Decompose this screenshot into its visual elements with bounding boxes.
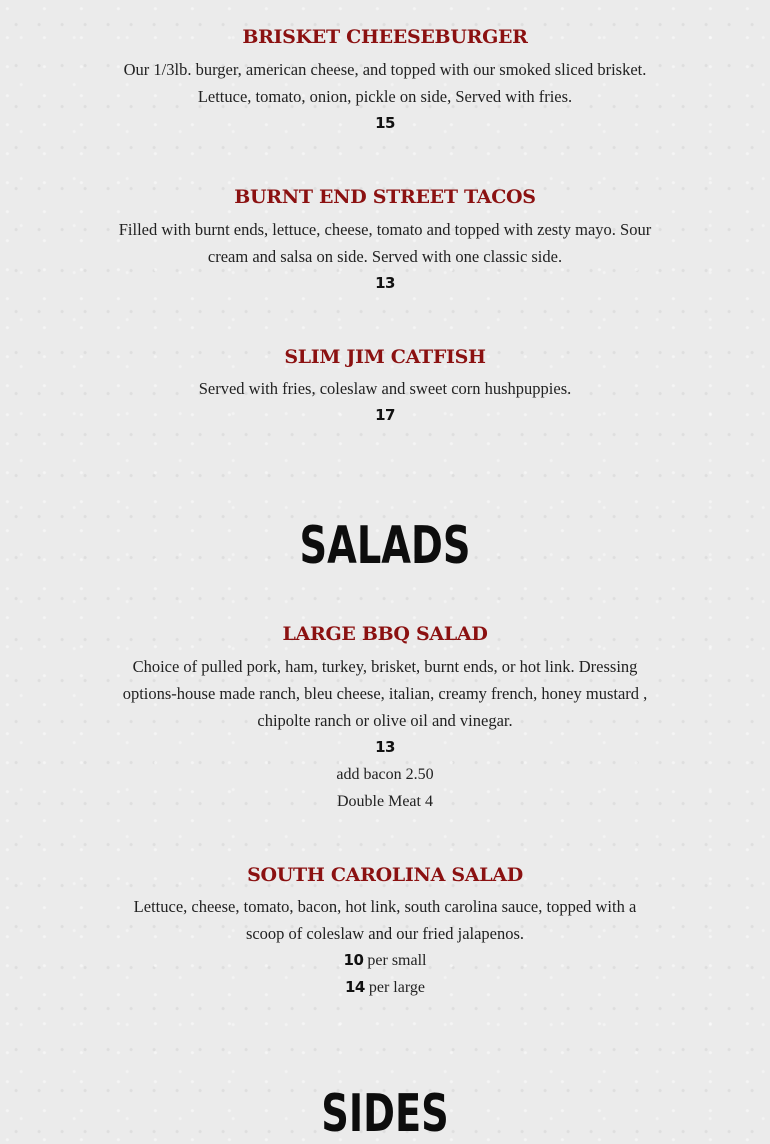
item-description-large-bbq-salad [0, 653, 770, 734]
section-heading-salads: SALADS [299, 516, 471, 576]
price-unit-label: per large [368, 979, 425, 996]
addon-bacon: add bacon 2.50 [336, 766, 434, 783]
description-line: Served with fries, coleslaw and sweet corn hushpuppies. [198, 379, 572, 398]
item-price-large-bbq-salad [0, 734, 770, 761]
addon-double-meat: Double Meat 4 [337, 793, 433, 810]
price: 15 [375, 114, 395, 132]
description-line: Lettuce, tomato, onion, pickle on side, Served with fries. [197, 87, 573, 106]
item-title-burnt-end-street-tacos: BURNT END STREET TACOS [234, 186, 536, 208]
item-description-south-carolina-salad [0, 893, 770, 947]
description-line: Choice of pulled pork, ham, turkey, brisket, burnt ends, or hot link. Dressing [132, 657, 638, 676]
item-price-large-south-carolina-salad [0, 974, 770, 1001]
item-description-burnt-end-street-tacos [0, 216, 770, 270]
item-title-large-bbq-salad: LARGE BBQ SALAD [282, 623, 488, 645]
item-price-slim-jim-catfish [0, 402, 770, 429]
description-line: Filled with burnt ends, lettuce, cheese, tomato and topped with zesty mayo. Sour [118, 220, 652, 239]
description-line: Our 1/3lb. burger, american cheese, and topped with our smoked sliced brisket. [123, 60, 647, 79]
item-price-brisket-cheeseburger [0, 110, 770, 137]
section-heading-sides: SIDES [321, 1084, 449, 1144]
item-price-small-south-carolina-salad [0, 947, 770, 974]
item-description-brisket-cheeseburger [0, 56, 770, 110]
item-description-slim-jim-catfish [0, 375, 770, 402]
price: 13 [375, 274, 395, 292]
price: 10 [343, 951, 364, 969]
item-title-brisket-cheeseburger: BRISKET CHEESEBURGER [242, 26, 528, 48]
price: 13 [375, 738, 395, 756]
price: 14 [345, 978, 365, 996]
item-title-south-carolina-salad: SOUTH CAROLINA SALAD [247, 864, 523, 886]
item-price-burnt-end-street-tacos [0, 270, 770, 297]
description-line: chipolte ranch or olive oil and vinegar. [257, 711, 513, 730]
description-line: Lettuce, cheese, tomato, bacon, hot link, south carolina sauce, topped with a [133, 897, 637, 916]
description-line: cream and salsa on side. Served with one classic side. [207, 247, 563, 266]
description-line: options-house made ranch, bleu cheese, italian, creamy french, honey mustard , [122, 684, 648, 703]
price: 17 [375, 406, 395, 424]
price-unit-label: per small [367, 952, 427, 969]
description-line: scoop of coleslaw and our fried jalapenos. [245, 924, 525, 943]
item-title-slim-jim-catfish: SLIM JIM CATFISH [284, 346, 486, 368]
